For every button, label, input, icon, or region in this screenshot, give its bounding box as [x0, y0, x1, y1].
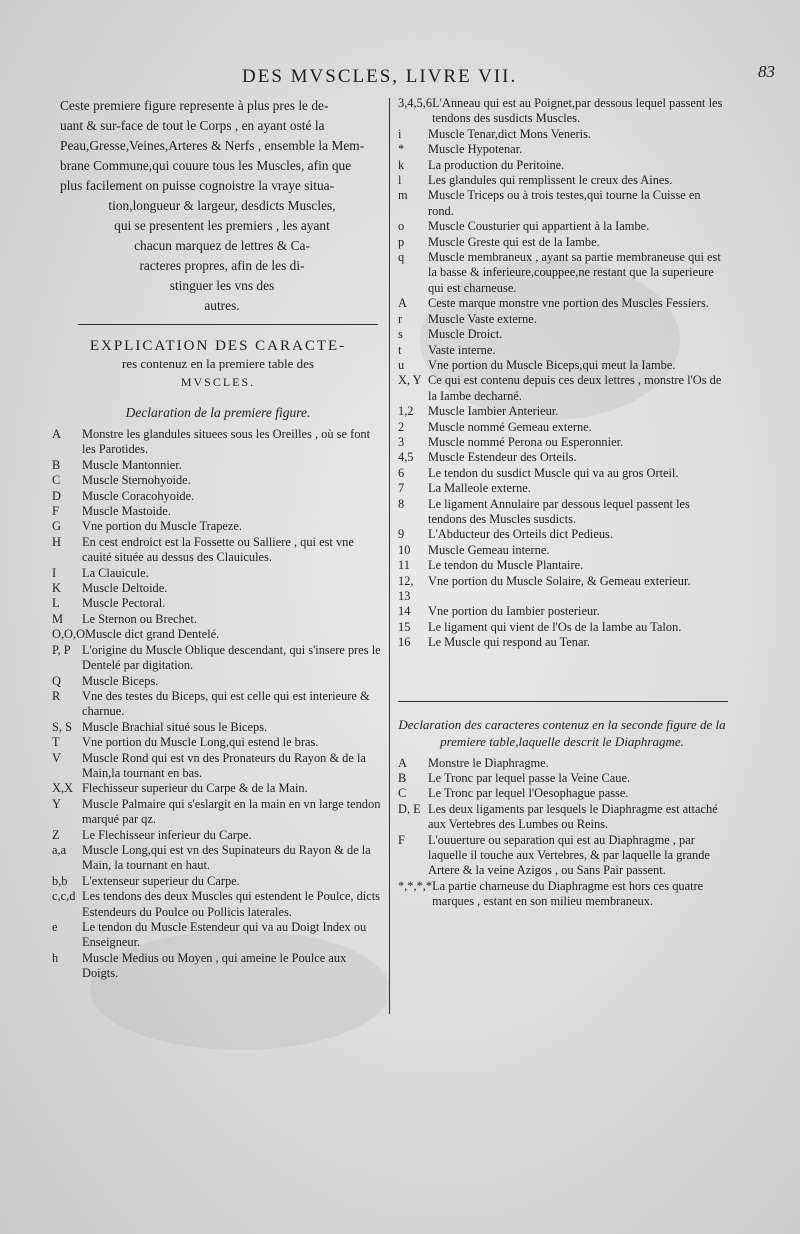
page-header: [0, 62, 800, 96]
legend-entry: [398, 802, 726, 833]
legend-key: e: [52, 920, 58, 934]
legend-key: H: [52, 534, 61, 549]
legend-key: h: [52, 950, 59, 965]
legend-text: Vne des testes du Biceps, qui est celle qui est interieure & charnue.: [82, 688, 370, 719]
legend-key: a,a: [52, 842, 67, 857]
legend-text: Muscle Hypotenar.: [428, 142, 523, 157]
legend-key: L: [52, 596, 60, 611]
legend-text: Les tendons des deux Muscles qui estendent le Poulce, dicts Estendeurs du Poulce ou Pollicis laterales.: [82, 889, 381, 919]
legend-key: 1,2: [398, 404, 414, 419]
intro-line: racteres propres, afin de les di-: [139, 258, 305, 273]
legend-entry: [52, 535, 384, 566]
legend-key: 8: [398, 496, 405, 511]
legend-text: Vne portion du Muscle Biceps,qui meut la Iambe.: [428, 357, 676, 372]
legend-key: F: [398, 832, 405, 847]
intro-line: autres.: [204, 298, 240, 313]
legend-text: Muscle Rond qui est vn des Pronateurs du Rayon & de la Main,la tournant en bas.: [82, 750, 366, 780]
legend-text: Ce qui est contenu depuis ces deux lettres , monstre l'Os de la Iambe decharné.: [428, 373, 722, 403]
legend-text: Muscle Brachial situé sous le Biceps.: [82, 719, 268, 734]
legend-entry: [398, 343, 726, 358]
legend-key: Z: [52, 827, 60, 842]
legend-text: Le Sternon ou Brechet.: [82, 611, 197, 626]
legend-key: I: [52, 565, 57, 580]
legend-entry: [398, 786, 726, 801]
legend-text: Muscle Deltoide.: [82, 581, 168, 596]
legend-key: 12, 13: [398, 573, 414, 603]
legend-text: Muscle Mastoide.: [82, 504, 171, 519]
legend-text: La production du Peritoine.: [428, 157, 565, 172]
legend-entry: [52, 951, 384, 982]
legend-key: 3: [398, 434, 405, 449]
legend-entry: [398, 435, 726, 450]
legend-key: Q: [52, 673, 61, 688]
section-rule: [78, 324, 378, 325]
legend-key: D: [52, 488, 61, 503]
legend-text: Ceste marque monstre vne portion des Muscles Fessiers.: [428, 296, 709, 311]
legend-text: L'extenseur superieur du Carpe.: [82, 873, 240, 888]
legend-key: F: [52, 504, 59, 519]
legend-entry: [398, 481, 726, 496]
legend-entry: [52, 751, 384, 782]
legend-entry: [398, 574, 726, 605]
explication-heading: [52, 337, 384, 391]
legend-entry: [52, 427, 384, 458]
legend-text: Muscle Greste qui est de la Iambe.: [428, 234, 600, 249]
explication-title: EXPLICATION DES CARACTE-: [89, 338, 347, 354]
legend-key: B: [52, 457, 61, 472]
legend-key: A: [398, 755, 407, 770]
legend-text: La Clauicule.: [82, 565, 149, 580]
legend-key: 4,5: [398, 450, 414, 465]
legend-text: Muscle Sternohyoide.: [82, 473, 191, 488]
legend-text: L'Anneau qui est au Poignet,par dessous lequel passent les tendons des susdicts Muscles.: [432, 96, 723, 126]
legend-entry: [52, 643, 384, 674]
intro-paragraph: [60, 96, 384, 316]
legend-entry: [398, 96, 726, 127]
section-rule: [398, 701, 728, 702]
legend-key: *,*,*,*: [398, 878, 433, 893]
legend-text: Le Flechisseur inferieur du Carpe.: [82, 827, 252, 842]
legend-text: Le tendon du Muscle Plantaire.: [428, 558, 584, 573]
legend-key: u: [398, 357, 405, 372]
legend-entry: [52, 843, 384, 874]
legend-entry: [52, 566, 384, 581]
legend-key: 7: [398, 481, 405, 496]
legend-text: Le Tronc par lequel l'Oesophague passe.: [428, 786, 629, 801]
legend-key: 10: [398, 542, 411, 557]
legend-text: Muscle Tenar,dict Mons Veneris.: [428, 126, 592, 141]
legend-key: 15: [398, 619, 411, 634]
legend-entry: [398, 219, 726, 234]
intro-line: Ceste premiere figure represente à plus pres le de-: [60, 98, 329, 113]
second-figure-declaration-heading: Declaration des caracteres contenuz en la seconde figure de la premiere table,laquelle descrit le Diaphragme.: [398, 716, 726, 749]
figure-declaration-heading: Declaration de la premiere figure.: [125, 405, 311, 420]
legend-text: Muscle Triceps ou à trois testes,qui tourne la Cuisse en rond.: [428, 188, 701, 218]
legend-entry: [398, 158, 726, 173]
legend-key: D, E: [398, 801, 421, 816]
legend-entry: [398, 497, 726, 528]
legend-key: k: [398, 157, 405, 172]
legend-text: L'Abducteur des Orteils dict Pedieus.: [428, 527, 613, 542]
legend-key: b,b: [52, 873, 68, 888]
legend-key: s: [398, 327, 403, 342]
left-column: [52, 96, 384, 982]
legend-text: Les deux ligaments par lesquels le Diaphragme est attaché aux Vertebres des Lumbes ou Reins.: [428, 801, 718, 832]
legend-key: t: [398, 342, 402, 357]
legend-text: Muscle Biceps.: [82, 673, 159, 688]
legend-text: Muscle membraneux , ayant sa partie membraneuse qui est la basse & inferieure,couppee,ne restant que la superieure qui est charneuse.: [428, 250, 721, 295]
legend-entry: [52, 489, 384, 504]
legend-entry: [398, 558, 726, 573]
legend-text: Le Tronc par lequel passe la Veine Caue.: [428, 771, 631, 786]
legend-key: T: [52, 735, 60, 750]
legend-entry: [52, 674, 384, 689]
legend-key: R: [52, 688, 61, 703]
legend-entry: [398, 879, 726, 910]
legend-text: Muscle Mantonnier.: [82, 457, 182, 472]
legend-entry: [52, 781, 384, 796]
legend-text: Muscle nommé Gemeau externe.: [428, 419, 592, 434]
legend-entry: [398, 373, 726, 404]
legend-text: En cest endroict est la Fossette ou Salliere , qui est vne cauité située au dessus des Clauicules.: [82, 534, 354, 565]
legend-text: Le ligament Annulaire par dessous lequel passent les tendons des Muscles susdicts.: [428, 496, 690, 526]
explication-subtitle: res contenuz en la premiere table des: [121, 356, 315, 371]
legend-entry: [52, 920, 384, 951]
legend-key: *: [398, 142, 405, 157]
legend-entry: [52, 828, 384, 843]
legend-entry: [398, 404, 726, 419]
intro-line: brane Commune,qui couure tous les Muscles, afin que: [60, 158, 352, 173]
legend-text: Muscle Medius ou Moyen , qui ameine le Poulce aux Doigts.: [82, 950, 347, 981]
legend-entry: [398, 358, 726, 373]
legend-entry: [398, 635, 726, 650]
legend-text: Muscle Iambier Anterieur.: [428, 404, 559, 419]
legend-text: Muscle Coracohyoide.: [82, 488, 195, 503]
legend-entry: [52, 874, 384, 889]
legend-key: K: [52, 581, 61, 596]
explication-caps: MVSCLES.: [180, 375, 256, 389]
legend-list-left: [52, 427, 384, 982]
legend-key: p: [398, 234, 405, 249]
legend-text: Monstre les glandules situees sous les Oreilles , où se font les Parotides.: [82, 427, 371, 457]
page-number: 83: [758, 62, 775, 81]
legend-entry: [398, 620, 726, 635]
legend-entry: [52, 581, 384, 596]
legend-text: Vaste interne.: [428, 342, 496, 357]
legend-text: Muscle nommé Perona ou Esperonnier.: [428, 434, 624, 449]
intro-line: qui se presentent les premiers , les ayant: [114, 218, 330, 233]
legend-entry: [398, 771, 726, 786]
legend-text: Muscle Estendeur des Orteils.: [428, 450, 577, 465]
legend-key: X,X: [52, 781, 73, 796]
intro-line: chacun marquez de lettres & Ca-: [134, 238, 310, 253]
legend-entry: [398, 420, 726, 435]
legend-entry: [52, 889, 384, 920]
legend-entry: [52, 689, 384, 720]
legend-text: Muscle Pectoral.: [82, 596, 166, 611]
legend-key: l: [398, 173, 402, 188]
legend-key: c,c,d: [52, 889, 76, 904]
legend-key: o: [398, 219, 405, 234]
legend-entry: [398, 127, 726, 142]
legend-entry: [398, 188, 726, 219]
legend-entry: [398, 312, 726, 327]
legend-entry: [398, 235, 726, 250]
legend-key: Y: [52, 796, 61, 811]
legend-entry: [398, 250, 726, 296]
intro-line: stinguer les vns des: [169, 278, 275, 293]
legend-key: P, P: [52, 642, 71, 657]
legend-key: 2: [398, 419, 405, 434]
legend-entry: [52, 612, 384, 627]
legend-text: Monstre le Diaphragme.: [428, 755, 549, 770]
legend-key: 11: [398, 558, 410, 573]
legend-text: Le tendon du susdict Muscle qui va au gros Orteil.: [428, 465, 679, 480]
right-column: [398, 96, 726, 910]
legend-text: Le ligament qui vient de l'Os de la Iambe au Talon.: [428, 619, 682, 634]
legend-list-diaphragm: [398, 756, 726, 910]
legend-list-right: [398, 96, 726, 651]
legend-key: 3,4,5,6: [398, 96, 433, 110]
legend-key: 6: [398, 465, 405, 480]
legend-entry: [52, 519, 384, 534]
running-title: DES MVSCLES, LIVRE VII.: [242, 66, 518, 87]
legend-text: Vne portion du Muscle Long,qui estend le bras.: [82, 735, 319, 750]
legend-entry: [52, 797, 384, 828]
legend-key: M: [52, 611, 64, 626]
legend-key: S, S: [52, 719, 72, 734]
legend-entry: [398, 142, 726, 157]
legend-text: Muscle Gemeau interne.: [428, 542, 550, 557]
legend-text: Le tendon du Muscle Estendeur qui va au Doigt Index ou Enseigneur.: [82, 920, 367, 950]
legend-key: A: [398, 296, 407, 311]
legend-key: V: [52, 750, 61, 765]
legend-text: Les glandules qui remplissent le creux des Aines.: [428, 173, 673, 188]
legend-text: Muscle Palmaire qui s'eslargit en la main en vn large tendon marqué par qz.: [82, 796, 381, 827]
legend-key: 16: [398, 635, 411, 650]
intro-line: Peau,Gresse,Veines,Arteres & Nerfs , ensemble la Mem-: [60, 138, 365, 153]
legend-text: Flechisseur superieur du Carpe & de la Main.: [82, 781, 308, 796]
column-divider: [389, 98, 390, 1014]
legend-key: A: [52, 427, 61, 441]
legend-entry: [398, 327, 726, 342]
legend-entry: [398, 604, 726, 619]
legend-entry: [398, 756, 726, 771]
legend-text: Muscle Long,qui est vn des Supinateurs du Rayon & de la Main, la tournant en haut.: [82, 842, 371, 873]
legend-entry: [398, 833, 726, 879]
legend-text: La Malleole externe.: [428, 481, 531, 496]
legend-key: r: [398, 311, 403, 326]
legend-key: X, Y: [398, 373, 422, 388]
legend-key: C: [52, 473, 61, 488]
legend-text: Muscle dict grand Dentelé.: [85, 627, 220, 642]
legend-key: i: [398, 126, 402, 141]
legend-text: Le Muscle qui respond au Tenar.: [428, 635, 591, 650]
intro-line: tion,longueur & largeur, desdicts Muscles,: [108, 198, 336, 213]
legend-text: Muscle Cousturier qui appartient à la Iambe.: [428, 219, 650, 234]
legend-text: La partie charneuse du Diaphragme est hors ces quatre marques , estant en son milieu membraneux.: [432, 878, 704, 909]
legend-entry: [398, 296, 726, 311]
legend-entry: [52, 458, 384, 473]
intro-line: plus facilement on puisse cognoistre la vraye situa-: [60, 178, 335, 193]
legend-text: L'origine du Muscle Oblique descendant, qui s'insere pres le Dentelé par digitation.: [82, 642, 381, 673]
legend-key: q: [398, 250, 405, 265]
legend-key: G: [52, 519, 61, 534]
legend-text: Vne portion du Muscle Solaire, & Gemeau exterieur.: [428, 573, 691, 588]
legend-entry: [52, 504, 384, 519]
legend-text: Vne portion du Muscle Trapeze.: [82, 519, 243, 534]
legend-entry: [52, 735, 384, 750]
legend-key: O,O,O: [52, 627, 86, 642]
legend-key: 9: [398, 527, 405, 542]
legend-entry: [398, 543, 726, 558]
legend-entry: [52, 627, 384, 642]
legend-entry: [398, 450, 726, 465]
legend-entry: [52, 596, 384, 611]
legend-key: B: [398, 771, 407, 786]
legend-key: C: [398, 786, 407, 801]
legend-text: Vne portion du Iambier posterieur.: [428, 604, 600, 619]
legend-key: m: [398, 188, 408, 203]
legend-entry: [398, 173, 726, 188]
legend-entry: [52, 720, 384, 735]
legend-key: 14: [398, 604, 411, 619]
legend-text: Muscle Droict.: [428, 327, 503, 342]
legend-text: Muscle Vaste externe.: [428, 311, 537, 326]
legend-entry: [398, 466, 726, 481]
legend-entry: [52, 473, 384, 488]
legend-entry: [398, 527, 726, 542]
legend-text: L'ouuerture ou separation qui est au Diaphragme , par laquelle il touche aux Vertebres, & par laquelle la grande Artere & la veine Azigos , ou Sans Pair passent.: [428, 832, 710, 878]
intro-line: uant & sur-face de tout le Corps , en ayant osté la: [60, 118, 325, 133]
